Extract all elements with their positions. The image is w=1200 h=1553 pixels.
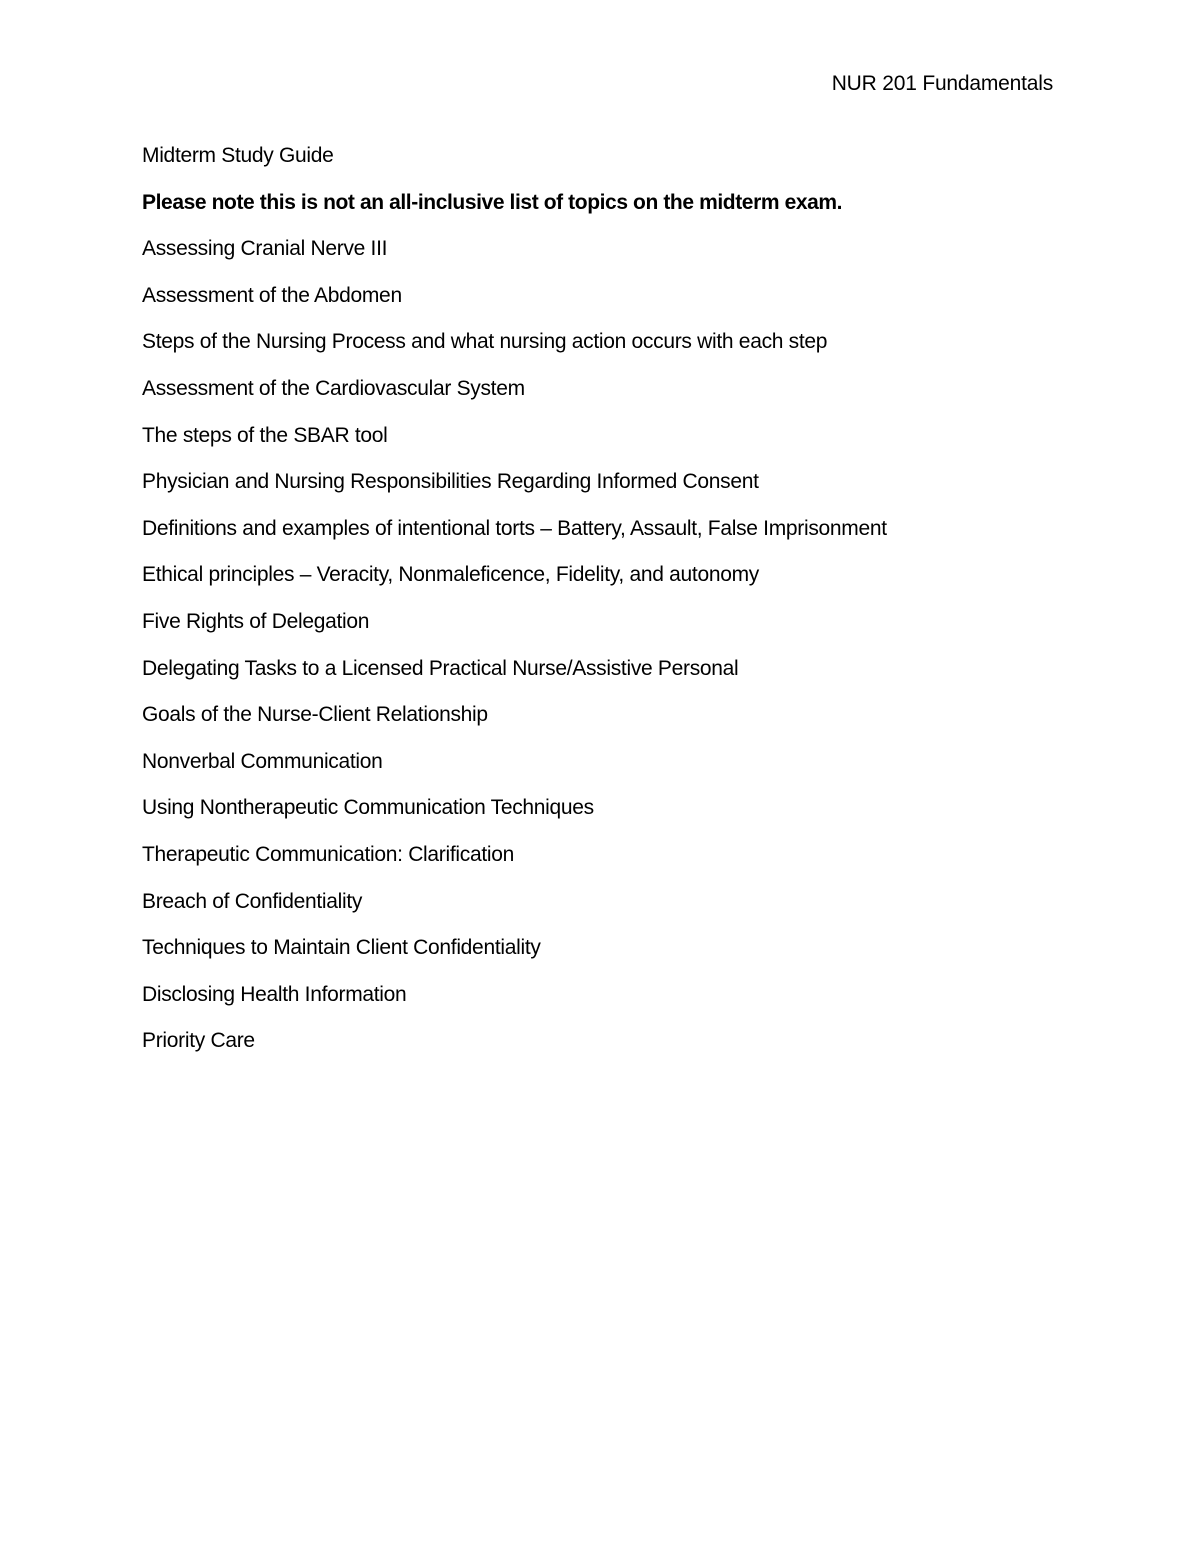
topic-item: Physician and Nursing Responsibilities Regarding Informed Consent: [142, 470, 759, 494]
topic-item: Assessment of the Abdomen: [142, 283, 402, 307]
topic-list: [142, 235, 1082, 1074]
page-header: NUR 201 Fundamentals: [831, 72, 1053, 95]
document-body: [142, 142, 1082, 1074]
topic-item: Assessing Cranial Nerve III: [142, 237, 388, 261]
topic-item: Breach of Confidentiality: [142, 889, 363, 913]
topic-item: Techniques to Maintain Client Confidentiality: [142, 936, 541, 960]
topic-item: Priority Care: [142, 1029, 255, 1053]
topic-item: Using Nontherapeutic Communication Techniques: [142, 796, 594, 820]
topic-item: Steps of the Nursing Process and what nursing action occurs with each step: [142, 330, 828, 354]
document-title: Midterm Study Guide: [142, 144, 334, 167]
topic-item: Five Rights of Delegation: [142, 609, 370, 633]
topic-item: Disclosing Health Information: [142, 982, 407, 1006]
topic-item: Nonverbal Communication: [142, 749, 383, 773]
topic-item: The steps of the SBAR tool: [142, 423, 388, 447]
topic-item: Therapeutic Communication: Clarification: [142, 842, 514, 866]
topic-item: Ethical principles – Veracity, Nonmaleficence, Fidelity, and autonomy: [142, 563, 760, 587]
topic-item: Assessment of the Cardiovascular System: [142, 376, 525, 400]
topic-item: Goals of the Nurse-Client Relationship: [142, 703, 488, 727]
topic-item: Definitions and examples of intentional torts – Battery, Assault, False Imprisonment: [142, 516, 887, 540]
disclaimer-note: Please note this is not an all-inclusive list of topics on the midterm exam.: [142, 190, 843, 214]
topic-item: Delegating Tasks to a Licensed Practical Nurse/Assistive Personal: [142, 656, 739, 680]
